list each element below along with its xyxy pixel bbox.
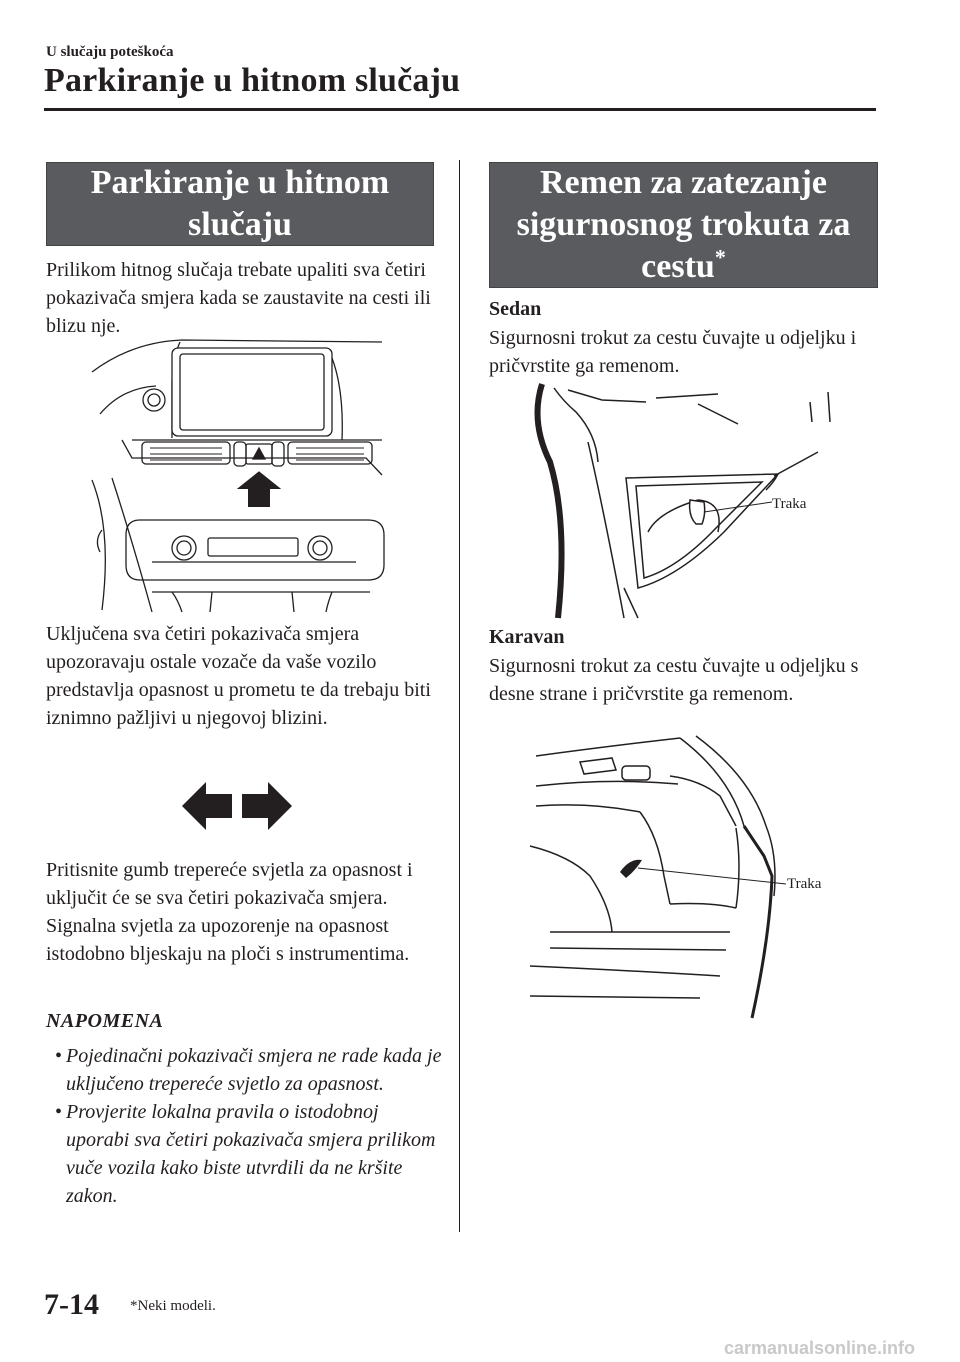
page-number: 7-14 bbox=[44, 1288, 99, 1321]
section-title-line: slučaju bbox=[188, 206, 292, 243]
section-title-text: cestu bbox=[641, 248, 715, 285]
note-item bbox=[46, 1098, 446, 1210]
note-heading: NAPOMENA bbox=[46, 1010, 164, 1032]
watermark: carmanualsonline.info bbox=[724, 1338, 916, 1358]
section-header-triangle-strap bbox=[489, 162, 878, 288]
footnote-mark: * bbox=[714, 244, 726, 270]
sedan-strap-label: Traka bbox=[772, 496, 807, 512]
note-bullet: • bbox=[55, 1045, 63, 1067]
section-header-emergency-parking bbox=[46, 162, 434, 246]
note-bullet: • bbox=[55, 1101, 63, 1123]
turn-signal-arrows-icon bbox=[182, 782, 292, 830]
page-title: Parkiranje u hitnom slučaju bbox=[44, 62, 461, 99]
title-divider bbox=[44, 108, 876, 111]
karavan-strap-label: Traka bbox=[787, 876, 822, 892]
section-title-line: sigurnosnog trokuta za bbox=[516, 206, 851, 243]
intro-paragraph: Prilikom hitnog slučaja trebate upaliti sva četiri pokazivača smjera kada se zaustavite na cesti ili blizu nje. bbox=[46, 259, 431, 337]
section-title-line: Remen za zatezanje bbox=[540, 164, 827, 201]
karavan-heading: Karavan bbox=[489, 626, 565, 648]
section-title-line bbox=[490, 246, 877, 288]
note-text: Pojedinačni pokazivači smjera ne rade kada je uključeno trepereće svjetlo za opasnost. bbox=[66, 1045, 442, 1095]
dashboard-hazard-button-illustration bbox=[92, 330, 392, 612]
note-list bbox=[46, 1042, 446, 1210]
note-text: Provjerite lokalna pravila o istodobnoj uporabi sva četiri pokazivača smjera prilikom vuče vozila kako biste utvrdili da ne kršite zakon. bbox=[66, 1101, 436, 1207]
section-title-line: Parkiranje u hitnom bbox=[90, 164, 390, 201]
breadcrumb: U slučaju poteškoća bbox=[46, 44, 174, 60]
sedan-heading: Sedan bbox=[489, 298, 542, 320]
explanation-paragraph: Uključena sva četiri pokazivača smjera upozoravaju ostale vozače da vaše vozilo predstavlja opasnost u prometu te da trebaju biti iznimno pažljivi u njegovoj blizini. bbox=[46, 623, 431, 729]
footnote: *Neki modeli. bbox=[130, 1298, 216, 1314]
instruction-paragraph: Pritisnite gumb trepereće svjetla za opasnost i uključit će se sva četiri pokazivača smjera. Signalna svjetla za upozorenje na opasnost istodobno bljeskaju na ploči s instrumentima. bbox=[46, 859, 413, 965]
column-divider bbox=[459, 160, 460, 1232]
karavan-paragraph: Sigurnosni trokut za cestu čuvajte u odjeljku s desne strane i pričvrstite ga remenom. bbox=[489, 655, 859, 705]
sedan-paragraph: Sigurnosni trokut za cestu čuvajte u odjeljku i pričvrstite ga remenom. bbox=[489, 327, 857, 377]
note-item bbox=[46, 1042, 446, 1098]
wagon-trunk-illustration bbox=[530, 736, 790, 1018]
